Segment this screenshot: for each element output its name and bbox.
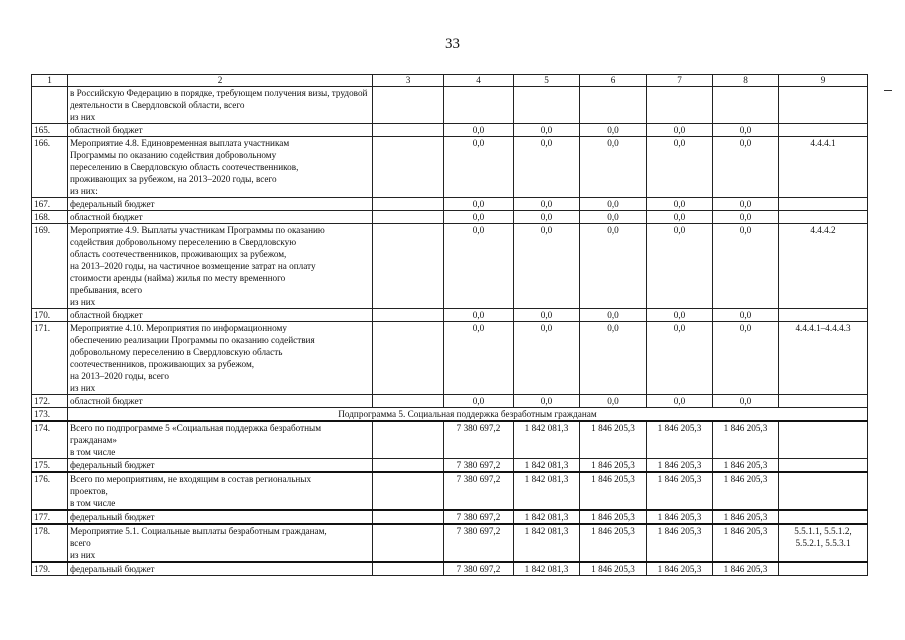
table-row	[32, 124, 868, 137]
amount-cell: 0,0	[713, 137, 779, 198]
amount-cell: 1 846 205,3	[647, 524, 713, 562]
amount-cell: 0,0	[514, 224, 580, 309]
amount-cell: 0,0	[444, 224, 514, 309]
amount-cell: 1 846 205,3	[647, 421, 713, 459]
amount-cell: 0,0	[647, 224, 713, 309]
amount-cell: 0,0	[444, 198, 514, 211]
amount-cell: 1 842 081,3	[514, 472, 580, 510]
empty-cell	[373, 472, 444, 510]
amount-cell: 0,0	[713, 224, 779, 309]
target-indicator-cell: 4.4.4.2	[779, 224, 868, 309]
row-number: 172.	[32, 395, 68, 408]
amount-cell: 0,0	[713, 198, 779, 211]
row-number: 169.	[32, 224, 68, 309]
row-description: областной бюджет	[68, 395, 373, 408]
empty-cell	[373, 459, 444, 473]
empty-cell	[373, 124, 444, 137]
amount-cell: 7 380 697,2	[444, 459, 514, 473]
amount-cell: 1 846 205,3	[713, 524, 779, 562]
amount-cell: 1 846 205,3	[580, 510, 647, 524]
table-row	[32, 421, 868, 459]
margin-mark	[884, 90, 892, 91]
amount-cell: 1 846 205,3	[647, 472, 713, 510]
table-row	[32, 395, 868, 408]
column-header: 6	[580, 75, 647, 87]
header-row	[32, 75, 868, 87]
row-description: Мероприятие 5.1. Социальные выплаты безработным гражданам, всего из них	[68, 524, 373, 562]
amount-cell: 0,0	[514, 395, 580, 408]
amount-cell: 0,0	[647, 124, 713, 137]
row-description: федеральный бюджет	[68, 510, 373, 524]
amount-cell: 0,0	[514, 198, 580, 211]
amount-cell: 1 842 081,3	[514, 510, 580, 524]
row-description: федеральный бюджет	[68, 459, 373, 473]
empty-cell	[373, 198, 444, 211]
target-indicator-cell	[779, 472, 868, 510]
row-description: федеральный бюджет	[68, 562, 373, 576]
amount-cell: 0,0	[580, 322, 647, 395]
empty-cell	[373, 562, 444, 576]
amount-cell: 1 842 081,3	[514, 459, 580, 473]
amount-cell	[647, 87, 713, 124]
table-row	[32, 224, 868, 309]
empty-cell	[373, 224, 444, 309]
row-number: 174.	[32, 421, 68, 459]
table-body	[32, 87, 868, 576]
subprogram-row	[32, 408, 868, 422]
target-indicator-cell	[779, 459, 868, 473]
amount-cell: 1 842 081,3	[514, 562, 580, 576]
amount-cell: 1 846 205,3	[713, 562, 779, 576]
amount-cell: 1 846 205,3	[580, 562, 647, 576]
budget-table	[31, 74, 868, 576]
subprogram-heading: Подпрограмма 5. Социальная поддержка безработным гражданам	[68, 408, 868, 422]
table-row	[32, 459, 868, 473]
row-description: федеральный бюджет	[68, 198, 373, 211]
column-header: 1	[32, 75, 68, 87]
target-indicator-cell	[779, 421, 868, 459]
amount-cell: 1 846 205,3	[580, 472, 647, 510]
row-number: 179.	[32, 562, 68, 576]
row-description: Мероприятие 4.9. Выплаты участникам Программы по оказанию содействия добровольному переселению в Свердловскую область соотечественников, проживающих за рубежом, на 2013–2020 годы, на частичное возмещение затрат на оплату стоимости аренды (найма) жилья по месту временного пребывания, всего из них	[68, 224, 373, 309]
amount-cell: 0,0	[647, 137, 713, 198]
target-indicator-cell	[779, 198, 868, 211]
table-row	[32, 510, 868, 524]
column-header: 5	[514, 75, 580, 87]
amount-cell: 0,0	[444, 137, 514, 198]
row-description: областной бюджет	[68, 124, 373, 137]
amount-cell: 0,0	[444, 309, 514, 322]
amount-cell: 0,0	[647, 322, 713, 395]
amount-cell: 0,0	[580, 395, 647, 408]
amount-cell: 0,0	[514, 124, 580, 137]
amount-cell: 7 380 697,2	[444, 562, 514, 576]
amount-cell: 1 846 205,3	[713, 421, 779, 459]
amount-cell: 0,0	[713, 309, 779, 322]
table-row	[32, 322, 868, 395]
row-description: областной бюджет	[68, 309, 373, 322]
table-row	[32, 87, 868, 124]
row-number: 177.	[32, 510, 68, 524]
target-indicator-cell: 4.4.4.1–4.4.4.3	[779, 322, 868, 395]
amount-cell: 0,0	[444, 211, 514, 224]
table-row	[32, 198, 868, 211]
target-indicator-cell	[779, 395, 868, 408]
amount-cell: 0,0	[647, 211, 713, 224]
table-row	[32, 472, 868, 510]
amount-cell: 7 380 697,2	[444, 510, 514, 524]
amount-cell: 1 846 205,3	[580, 459, 647, 473]
amount-cell: 1 846 205,3	[647, 562, 713, 576]
amount-cell: 0,0	[580, 309, 647, 322]
table-row	[32, 309, 868, 322]
target-indicator-cell	[779, 87, 868, 124]
amount-cell: 0,0	[444, 322, 514, 395]
row-description: Мероприятие 4.10. Мероприятия по информационному обеспечению реализации Программы по оказанию содействия добровольному переселению в Свердловскую область соотечественников, проживающих за рубежом, на 2013–2020 годы, всего из них	[68, 322, 373, 395]
amount-cell: 1 846 205,3	[713, 510, 779, 524]
row-number: 170.	[32, 309, 68, 322]
amount-cell: 0,0	[713, 395, 779, 408]
amount-cell: 1 842 081,3	[514, 524, 580, 562]
amount-cell: 7 380 697,2	[444, 524, 514, 562]
amount-cell: 0,0	[713, 211, 779, 224]
amount-cell: 0,0	[647, 395, 713, 408]
amount-cell: 1 846 205,3	[713, 472, 779, 510]
amount-cell: 0,0	[444, 124, 514, 137]
table-row	[32, 562, 868, 576]
amount-cell: 0,0	[580, 198, 647, 211]
target-indicator-cell	[779, 309, 868, 322]
target-indicator-cell: 5.5.1.1, 5.5.1.2, 5.5.2.1, 5.5.3.1	[779, 524, 868, 562]
target-indicator-cell	[779, 211, 868, 224]
amount-cell: 0,0	[514, 309, 580, 322]
page-number: 33	[445, 36, 460, 52]
column-header: 4	[444, 75, 514, 87]
row-description: Всего по мероприятиям, не входящим в состав региональных проектов, в том числе	[68, 472, 373, 510]
empty-cell	[373, 395, 444, 408]
amount-cell: 0,0	[580, 124, 647, 137]
row-number: 166.	[32, 137, 68, 198]
empty-cell	[373, 510, 444, 524]
empty-cell	[373, 137, 444, 198]
amount-cell: 1 846 205,3	[580, 421, 647, 459]
amount-cell: 0,0	[580, 224, 647, 309]
amount-cell: 0,0	[713, 124, 779, 137]
amount-cell: 0,0	[647, 198, 713, 211]
row-number: 173.	[32, 408, 68, 422]
row-description: Всего по подпрограмме 5 «Социальная поддержка безработным гражданам» в том числе	[68, 421, 373, 459]
amount-cell: 1 846 205,3	[647, 510, 713, 524]
row-number: 167.	[32, 198, 68, 211]
empty-cell	[373, 421, 444, 459]
table-row	[32, 137, 868, 198]
empty-cell	[373, 524, 444, 562]
amount-cell: 0,0	[514, 322, 580, 395]
amount-cell: 1 842 081,3	[514, 421, 580, 459]
table-row	[32, 211, 868, 224]
amount-cell: 0,0	[514, 137, 580, 198]
row-description: в Российскую Федерацию в порядке, требующем получения визы, трудовой деятельности в Свердловской области, всего из них	[68, 87, 373, 124]
target-indicator-cell: 4.4.4.1	[779, 137, 868, 198]
column-header: 8	[713, 75, 779, 87]
target-indicator-cell	[779, 510, 868, 524]
amount-cell	[580, 87, 647, 124]
amount-cell: 1 846 205,3	[713, 459, 779, 473]
row-number: 171.	[32, 322, 68, 395]
amount-cell: 1 846 205,3	[647, 459, 713, 473]
column-header: 3	[373, 75, 444, 87]
amount-cell	[444, 87, 514, 124]
amount-cell: 0,0	[580, 137, 647, 198]
row-description: областной бюджет	[68, 211, 373, 224]
amount-cell: 0,0	[647, 309, 713, 322]
row-number: 168.	[32, 211, 68, 224]
row-number: 165.	[32, 124, 68, 137]
target-indicator-cell	[779, 562, 868, 576]
amount-cell: 7 380 697,2	[444, 421, 514, 459]
table-row	[32, 524, 868, 562]
column-header: 7	[647, 75, 713, 87]
target-indicator-cell	[779, 124, 868, 137]
amount-cell: 1 846 205,3	[580, 524, 647, 562]
row-number: 178.	[32, 524, 68, 562]
amount-cell: 0,0	[514, 211, 580, 224]
empty-cell	[373, 87, 444, 124]
amount-cell	[713, 87, 779, 124]
amount-cell: 0,0	[713, 322, 779, 395]
amount-cell: 0,0	[580, 211, 647, 224]
empty-cell	[373, 211, 444, 224]
row-description: Мероприятие 4.8. Единовременная выплата участникам Программы по оказанию содействия добровольному переселению в Свердловскую область соотечественников, проживающих за рубежом, на 2013–2020 годы, всего из них:	[68, 137, 373, 198]
amount-cell: 7 380 697,2	[444, 472, 514, 510]
amount-cell: 0,0	[444, 395, 514, 408]
empty-cell	[373, 322, 444, 395]
row-number: 176.	[32, 472, 68, 510]
amount-cell	[514, 87, 580, 124]
empty-cell	[373, 309, 444, 322]
row-number: 175.	[32, 459, 68, 473]
column-header: 9	[779, 75, 868, 87]
row-number	[32, 87, 68, 124]
column-header: 2	[68, 75, 373, 87]
